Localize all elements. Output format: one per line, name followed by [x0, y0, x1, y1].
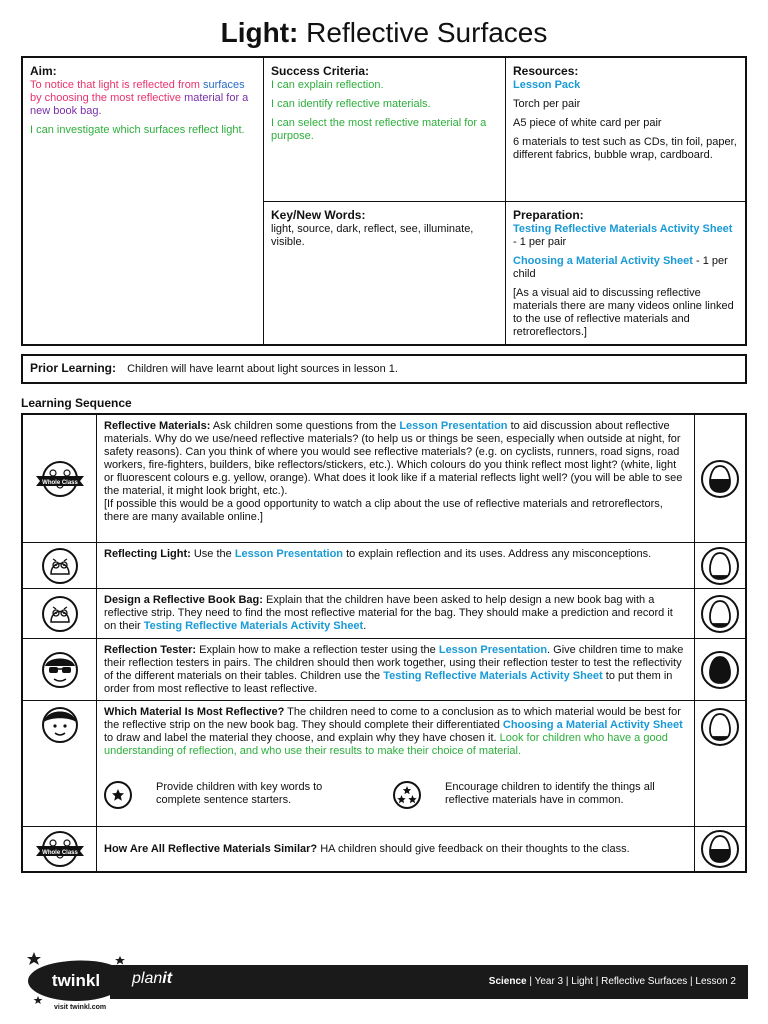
- aim-cell: [23, 58, 263, 149]
- difficulty-gauge-icon: [700, 546, 740, 586]
- difficulty-gauge-icon: [700, 707, 740, 747]
- choosing-sheet-link[interactable]: Choosing a Material Activity Sheet: [513, 255, 693, 267]
- key-words-text: light, source, dark, reflect, see, illuminate, visible.: [271, 223, 474, 248]
- differentiation-challenge: [393, 781, 683, 809]
- success-item: I can explain reflection.: [271, 79, 384, 91]
- gauge-outline: [710, 601, 730, 627]
- whole-class-icon: [32, 459, 88, 499]
- gauge-fill: [708, 479, 732, 492]
- testing-sheet-link[interactable]: Testing Reflective Materials Activity Sheet: [143, 620, 364, 632]
- gauge-fill: [708, 849, 732, 862]
- svg-text:twinkl: twinkl: [51, 971, 101, 990]
- difficulty-gauge-icon: [700, 594, 740, 634]
- lesson-presentation-link[interactable]: Lesson Presentation: [438, 644, 548, 656]
- difficulty-gauge-icon: [700, 459, 740, 499]
- three-stars-icon: [396, 785, 418, 805]
- prior-text: Children will have learnt about light sources in lesson 1.: [127, 363, 398, 375]
- sequence-row: [23, 827, 745, 871]
- aim-text: To notice that light is reflected from surfaces by choosing the most reflective material for a new book bag.: [30, 79, 249, 117]
- sequence-row: [23, 543, 745, 589]
- key-words-heading: Key/New Words:: [271, 208, 366, 222]
- row-text: Reflection Tester: Explain how to make a reflection tester using the Lesson Presentation. Give children time to make their reflection testers in pairs. The children should then work together, using their reflection tester to test the reflectivity of the different materials on their tables. Children use the Testing Reflective Materials Activity Sheet to put them in order from most reflective to least reflective.: [104, 644, 684, 695]
- pair-icon: [40, 650, 80, 690]
- sequence-row: [23, 639, 745, 701]
- prep-item: Choosing a Material Activity Sheet - 1 per child: [513, 255, 728, 280]
- prior-heading: Prior Learning:: [30, 361, 117, 375]
- row-note: [If possible this would be a good opportunity to watch a clip about the use of reflective materials and retroreflectors, there are many available online.]: [104, 498, 663, 523]
- row-text: Reflective Materials: Ask children some questions from the Lesson Presentation to aid discussion about reflective materials. Why do we use/need reflective materials? (to help us or things be seen, especially when outside at night, for safety reasons). Can you think of where you would see reflective materials? (e.g. on cyclists, runners, road signs, road workers, fire-fighters, builders, bike reflectors/stickers, etc.). Which colours do you think reflect most light? (white, light or fluorescent colours e.g. yellow, orange). What does it look like if a material reflects light well? (you will be able to see the material, it might look bright, etc.).: [104, 420, 683, 497]
- prior-learning: [21, 354, 747, 384]
- whole-class-icon: [32, 829, 88, 869]
- prep-item: Testing Reflective Materials Activity Sheet - 1 per pair: [513, 223, 733, 248]
- row-text: Which Material Is Most Reflective? The children need to come to a conclusion as to which material would be best for the reflective strip on the new book bag. They should complete their differentiated Choosing a Material Activity Sheet to draw and label the material they choose, and explain why they have chosen it. Look for children who have a good understanding of reflection, and who use their results to make their choice of material.: [104, 706, 683, 757]
- page-title: [0, 16, 768, 50]
- gauge-outline: [710, 553, 730, 579]
- success-criteria-cell: [264, 58, 505, 155]
- learning-sequence-table: [21, 413, 747, 873]
- owl-icon: [40, 594, 80, 634]
- resource-item: 6 materials to test such as CDs, tin foil, paper, different fabrics, bubble wrap, cardboard.: [513, 136, 737, 161]
- lesson-presentation-link[interactable]: Lesson Presentation: [234, 548, 344, 560]
- preparation-heading: Preparation:: [513, 208, 584, 222]
- sequence-row: [23, 701, 745, 827]
- planit-brand: planit: [132, 970, 173, 987]
- testing-sheet-link[interactable]: Testing Reflective Materials Activity Sheet: [513, 223, 733, 235]
- child-icon: [40, 705, 80, 745]
- choosing-sheet-link[interactable]: Choosing a Material Activity Sheet: [502, 719, 683, 731]
- sequence-row: [23, 415, 745, 543]
- preparation-cell: [506, 202, 745, 351]
- visit-link[interactable]: visit twinkl.com: [54, 1004, 107, 1011]
- row-text: Reflecting Light: Use the Lesson Presentation to explain reflection and its uses. Address any misconceptions.: [104, 548, 652, 560]
- aim-statement: I can investigate which surfaces reflect light.: [30, 124, 245, 136]
- difficulty-gauge-icon: [700, 829, 740, 869]
- sequence-row: [23, 589, 745, 639]
- resource-item: A5 piece of white card per pair: [513, 117, 662, 129]
- title-bold: Light:: [220, 17, 299, 48]
- key-words-cell: [264, 202, 505, 261]
- diff-text-challenge: Encourage children to identify the things all reflective materials have in common.: [445, 781, 655, 806]
- svg-text:Whole Class: Whole Class: [41, 850, 78, 856]
- success-item: I can identify reflective materials.: [271, 98, 431, 110]
- title-rest: Reflective Surfaces: [306, 17, 548, 48]
- success-heading: Success Criteria:: [271, 64, 370, 78]
- learning-sequence-heading: Learning Sequence: [21, 396, 132, 410]
- row-text: How Are All Reflective Materials Similar? HA children should give feedback on their thoughts to the class.: [104, 842, 630, 855]
- testing-sheet-link[interactable]: Testing Reflective Materials Activity Sheet: [383, 670, 603, 682]
- success-item: I can select the most reflective material for a purpose.: [271, 117, 487, 142]
- one-star-icon: [111, 788, 125, 802]
- prep-note: [As a visual aid to discussing reflective materials there are many videos online linked to the use of reflective materials and retroreflectors.]: [513, 287, 734, 338]
- lesson-presentation-link[interactable]: Lesson Presentation: [399, 420, 508, 432]
- twinkl-logo-icon: [24, 948, 204, 1014]
- resource-item: Torch per pair: [513, 98, 581, 110]
- row-text: Design a Reflective Book Bag: Explain that the children have been asked to help design a new book bag with a reflective strip. They need to find the most reflective material for the bag. They should make a prediction and record it on their Testing Reflective Materials Activity Sheet.: [104, 594, 673, 632]
- resources-heading: Resources:: [513, 64, 579, 78]
- lesson-pack-link[interactable]: Lesson Pack: [513, 79, 581, 91]
- footer-breadcrumb: Science | Year 3 | Light | Reflective Surfaces | Lesson 2: [488, 976, 736, 987]
- diff-text-support: Provide children with key words to complete sentence starters.: [156, 781, 323, 806]
- aim-heading: Aim:: [30, 64, 57, 78]
- differentiation-support: [104, 781, 394, 809]
- planning-table: [21, 56, 747, 346]
- gauge-outline: [710, 714, 730, 740]
- svg-text:Whole Class: Whole Class: [41, 479, 78, 486]
- owl-icon: [40, 546, 80, 586]
- difficulty-gauge-icon: [700, 650, 740, 690]
- resources-cell: [506, 58, 745, 174]
